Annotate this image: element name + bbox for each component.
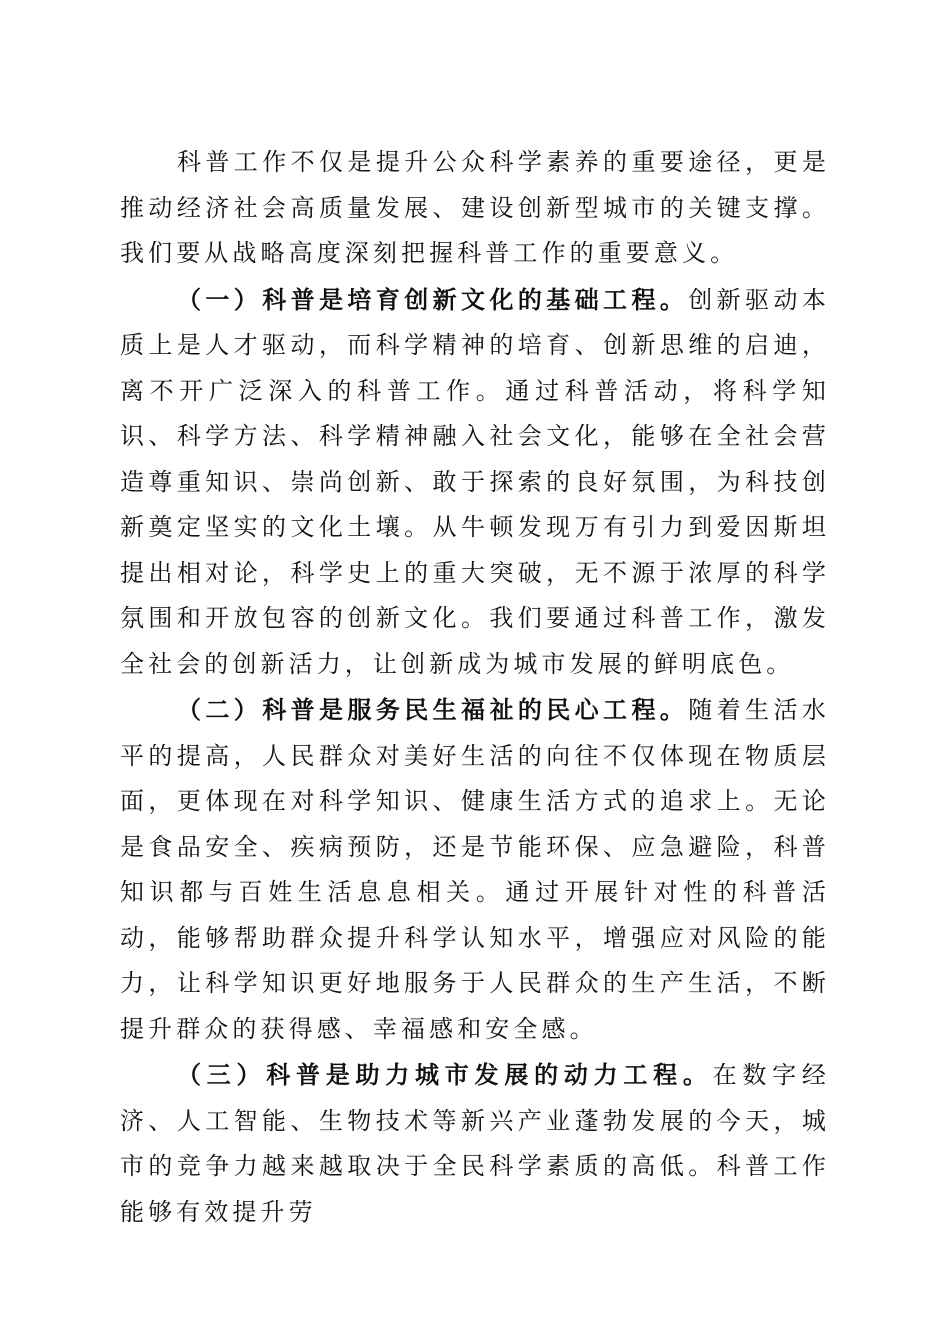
section-2-paragraph — [120, 687, 830, 1052]
section-2-body: 随着生活水平的提高，人民群众对美好生活的向往不仅体现在物质层面，更体现在对科学知识、健康生活方式的追求上。无论是食品安全、疾病预防，还是节能环保、应急避险，科普知识都与百姓生活息息相关。通过开展针对性的科普活动，能够帮助群众提升科学认知水平，增强应对风险的能力，让科学知识更好地服务于人民群众的生产生活，不断提升群众的获得感、幸福感和安全感。 — [120, 696, 830, 1043]
section-3-body: 在数字经济、人工智能、生物技术等新兴产业蓬勃发展的今天，城市的竞争力越来越取决于全民科学素质的高低。科普工作能够有效提升劳 — [120, 1061, 830, 1226]
section-1-paragraph — [120, 277, 830, 688]
intro-text: 科普工作不仅是提升公众科学素养的重要途径，更是推动经济社会高质量发展、建设创新型城市的关键支撑。我们要从战略高度深刻把握科普工作的重要意义。 — [120, 148, 830, 267]
section-1-heading: （一）科普是培育创新文化的基础工程。 — [177, 284, 689, 314]
section-2-heading: （二）科普是服务民生福祉的民心工程。 — [177, 695, 689, 724]
section-3-heading: （三）科普是助力城市发展的动力工程。 — [177, 1060, 713, 1089]
section-3-paragraph — [120, 1052, 830, 1235]
intro-paragraph — [120, 140, 830, 277]
section-1-body: 创新驱动本质上是人才驱动，而科学精神的培育、创新思维的启迪，离不开广泛深入的科普工作。通过科普活动，将科学知识、科学方法、科学精神融入社会文化，能够在全社会营造尊重知识、崇尚创新、敢于探索的良好氛围，为科技创新奠定坚实的文化土壤。从牛顿发现万有引力到爱因斯坦提出相对论，科学史上的重大突破，无不源于浓厚的科学氛围和开放包容的创新文化。我们要通过科普工作，激发全社会的创新活力，让创新成为城市发展的鲜明底色。 — [120, 285, 830, 678]
document-page — [120, 140, 830, 1235]
